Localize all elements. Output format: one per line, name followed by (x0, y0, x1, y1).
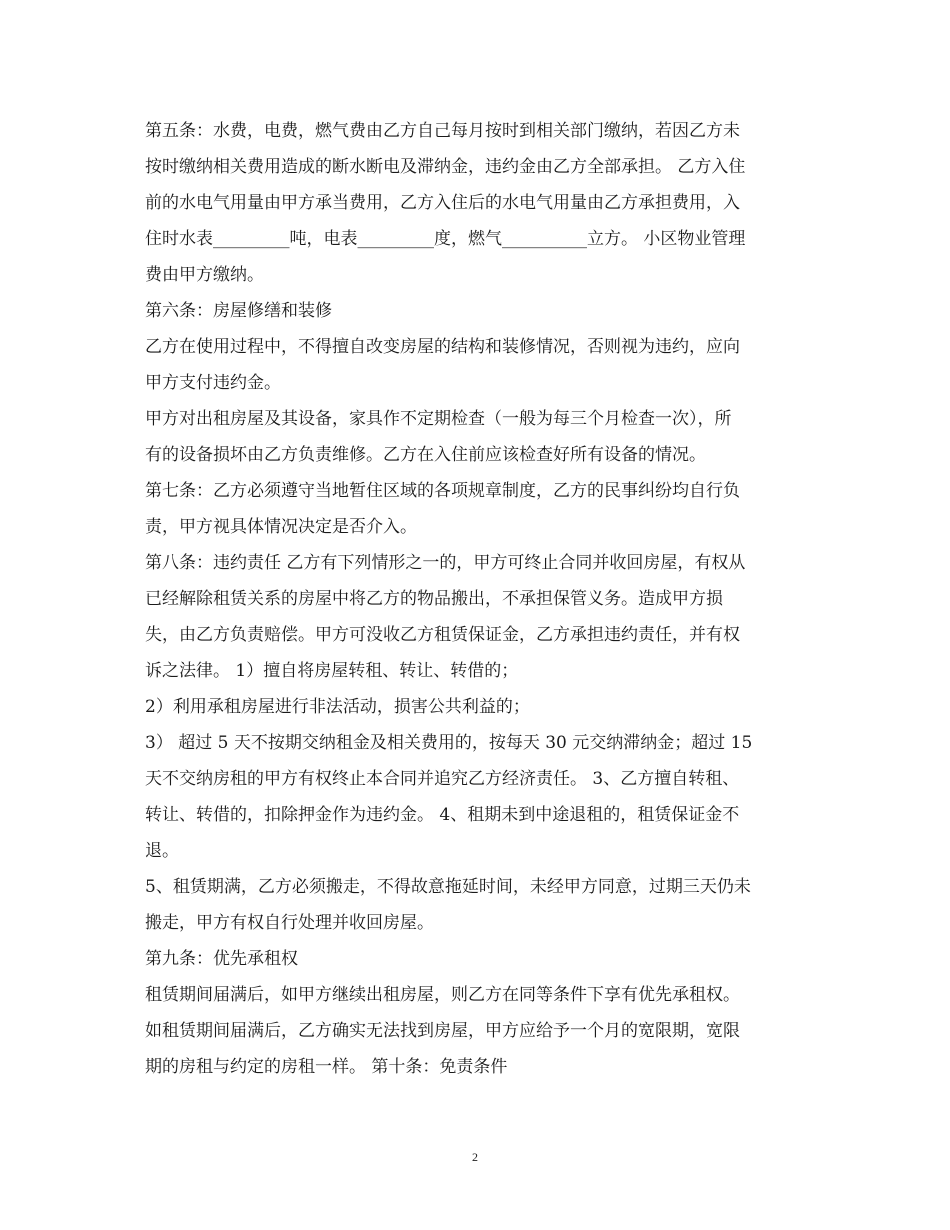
text-line: 2）利用承租房屋进行非法活动，损害公共利益的； (145, 697, 530, 717)
text-line: 天不交纳房租的甲方有权终止本合同并追究乙方经济责任。 3、乙方擅自转租、 (145, 769, 740, 789)
text-line: 第八条：违约责任 乙方有下列情形之一的，甲方可终止合同并收回房屋，有权从 (145, 553, 746, 573)
text-line: 费由甲方缴纳。 (145, 265, 264, 285)
text-line: 第五条：水费，电费，燃气费由乙方自己每月按时到相关部门缴纳，若因乙方未 (145, 121, 740, 141)
text-line: 按时缴纳相关费用造成的断水断电及滞纳金，违约金由乙方全部承担。 乙方入住 (145, 157, 746, 177)
text-line: 甲方对出租房屋及其设备，家具作不定期检查（一般为每三个月检查一次），所 (145, 409, 732, 429)
text-line: 5、租赁期满，乙方必须搬走，不得故意拖延时间，未经甲方同意，过期三天仍未 (145, 877, 751, 897)
text-line: 退。 (145, 841, 179, 861)
text-line: 乙方在使用过程中，不得擅自改变房屋的结构和装修情况，否则视为违约，应向 (145, 337, 740, 357)
text-line: 责，甲方视具体情况决定是否介入。 (145, 517, 417, 537)
text-line: 失，由乙方负责赔偿。甲方可没收乙方租赁保证金，乙方承担违约责任，并有权 (145, 625, 740, 645)
section-heading: 第六条：房屋修缮和装修 (145, 301, 332, 321)
text-line: 搬走，甲方有权自行处理并收回房屋。 (145, 913, 434, 933)
text-line: 前的水电气用量由甲方承当费用，乙方入住后的水电气用量由乙方承担费用，入 (145, 193, 740, 213)
text-line: 3） 超过 5 天不按期交纳租金及相关费用的，按每天 30 元交纳滞纳金；超过 15 (145, 733, 753, 753)
text-line: 住时水表_________吨，电表_________度，燃气__________立方。 小区物业管理 (145, 229, 746, 249)
text-line: 甲方支付违约金。 (145, 373, 281, 393)
text-line: 转让、转借的，扣除押金作为违约金。 4、租期未到中途退租的，租赁保证金不 (145, 805, 740, 825)
text-line: 如租赁期间届满后，乙方确实无法找到房屋，甲方应给予一个月的宽限期，宽限 (145, 1021, 740, 1041)
text-line: 期的房租与约定的房租一样。 第十条：免责条件 (145, 1057, 508, 1077)
text-line: 有的设备损坏由乙方负责维修。乙方在入住前应该检查好所有设备的情况。 (145, 445, 706, 465)
page-number: 2 (472, 1150, 478, 1164)
text-line: 已经解除租赁关系的房屋中将乙方的物品搬出，不承担保管义务。造成甲方损 (145, 589, 723, 609)
text-line: 租赁期间届满后，如甲方继续出租房屋，则乙方在同等条件下享有优先承租权。 (145, 985, 740, 1005)
section-heading: 第九条：优先承租权 (145, 949, 298, 969)
text-line: 第七条：乙方必须遵守当地暂住区域的各项规章制度，乙方的民事纠纷均自行负 (145, 481, 740, 501)
text-line: 诉之法律。 1）擅自将房屋转租、转让、转借的； (145, 661, 519, 681)
